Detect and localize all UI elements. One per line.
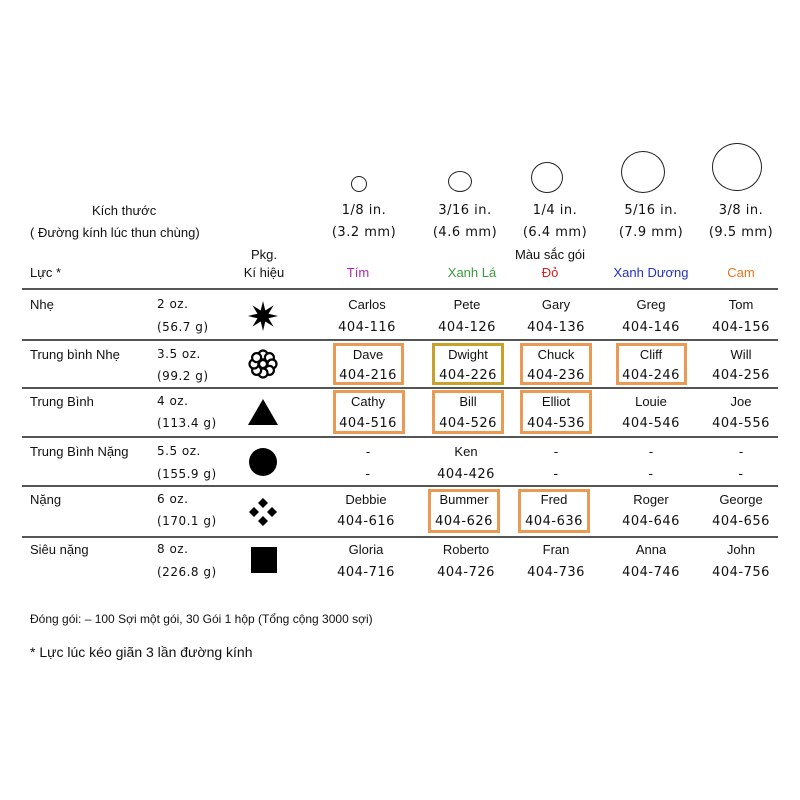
cell-name: - [738, 444, 744, 459]
cell-name: Elliot [541, 394, 571, 409]
cell-code: 404-226 [439, 368, 497, 383]
cell-name: - [365, 444, 371, 459]
cell-code: 404-636 [525, 514, 583, 529]
cell-name: Greg [636, 297, 666, 312]
cell-name: Bummer [439, 492, 489, 507]
cell-code: - [738, 467, 744, 482]
row-oz: 3.5 oz. [157, 347, 201, 361]
cell-name: John [726, 542, 756, 557]
row-grams: (56.7 g) [157, 320, 209, 334]
cell-code: 404-536 [527, 416, 585, 431]
size-mm: (4.6 mm) [432, 225, 498, 240]
cell-code: 404-246 [622, 368, 680, 383]
row-oz: 5.5 oz. [157, 444, 201, 458]
packaging-note: Đóng gói: – 100 Sợi một gói, 30 Gói 1 hộp (Tổng cộng 3000 sợi) [30, 612, 373, 626]
row-grams: (155.9 g) [157, 467, 217, 481]
size-inch: 3/16 in. [438, 203, 492, 218]
row-grams: (113.4 g) [157, 416, 217, 430]
color-group-label: Màu sắc gói [514, 247, 586, 262]
row-label: Trung bình Nhẹ [30, 347, 120, 362]
size-inch: 1/4 in. [532, 203, 578, 218]
cell-name: Gary [541, 297, 571, 312]
cell-code: 404-626 [435, 514, 493, 529]
color-name: Cam [727, 265, 755, 280]
cell-name: Chuck [537, 347, 575, 362]
cell-code: 404-526 [439, 416, 497, 431]
row-divider [22, 387, 778, 389]
row-label: Trung Bình [30, 394, 94, 409]
row-label: Nặng [30, 492, 62, 507]
row-grams: (226.8 g) [157, 565, 217, 579]
size-mm: (6.4 mm) [522, 225, 588, 240]
color-name: Đỏ [541, 265, 559, 280]
cell-code: 404-656 [712, 514, 770, 529]
cell-code: - [648, 467, 654, 482]
cell-code: 404-146 [622, 320, 680, 335]
size-circle-icon [351, 176, 367, 192]
cell-name: Dwight [448, 347, 488, 362]
cell-code: 404-256 [712, 368, 770, 383]
cell-name: Fred [540, 492, 568, 507]
row-divider [22, 339, 778, 341]
cell-name: Louie [635, 394, 667, 409]
pkg-label: Pkg. [250, 247, 278, 262]
cell-name: Roger [633, 492, 669, 507]
cell-code: 404-136 [527, 320, 585, 335]
cell-name: Cliff [639, 347, 663, 362]
color-name: Xanh Dương [613, 265, 689, 280]
cell-code: 404-236 [527, 368, 585, 383]
size-inch: 5/16 in. [624, 203, 678, 218]
cell-code: 404-126 [438, 320, 496, 335]
size-circle-icon [531, 162, 563, 193]
cell-code: 404-426 [437, 467, 495, 482]
cell-code: - [365, 467, 371, 482]
force-footnote: * Lực lúc kéo giãn 3 lần đường kính [30, 644, 253, 660]
cell-name: Dave [352, 347, 384, 362]
force-label: Lực * [30, 265, 62, 280]
cell-code: 404-726 [437, 565, 495, 580]
row-grams: (99.2 g) [157, 369, 209, 383]
row-oz: 4 oz. [157, 394, 189, 408]
row-label: Siêu nặng [30, 542, 89, 557]
cell-name: George [719, 492, 763, 507]
cell-code: 404-746 [622, 565, 680, 580]
cell-name: Pete [453, 297, 481, 312]
color-name: Xanh Lá [447, 265, 497, 280]
square-icon [251, 547, 277, 573]
row-divider [22, 288, 778, 290]
size-mm: (3.2 mm) [331, 225, 397, 240]
cell-code: 404-736 [527, 565, 585, 580]
cell-name: Fran [542, 542, 570, 557]
cell-name: Anna [635, 542, 667, 557]
row-grams: (170.1 g) [157, 514, 217, 528]
color-name: Tím [346, 265, 370, 280]
row-divider [22, 536, 778, 538]
row-divider [22, 436, 778, 438]
cell-code: 404-646 [622, 514, 680, 529]
cell-name: - [648, 444, 654, 459]
cell-code: 404-216 [339, 368, 397, 383]
cell-code: 404-616 [337, 514, 395, 529]
triangle-icon [247, 398, 279, 426]
cell-code: 404-116 [338, 320, 396, 335]
cell-code: 404-756 [712, 565, 770, 580]
diamond-cluster-icon [248, 497, 278, 527]
flower-icon [248, 349, 278, 379]
row-label: Nhẹ [30, 297, 54, 312]
size-circle-icon [712, 143, 762, 191]
cell-code: 404-516 [339, 416, 397, 431]
cell-name: Bill [459, 394, 477, 409]
row-oz: 2 oz. [157, 297, 189, 311]
cell-name: Carlos [348, 297, 386, 312]
size-mm: (7.9 mm) [618, 225, 684, 240]
cell-name: Ken [454, 444, 478, 459]
cell-name: Debbie [345, 492, 387, 507]
size-sublabel: ( Đường kính lúc thun chùng) [30, 225, 200, 240]
cell-name: - [553, 444, 559, 459]
cell-code: 404-556 [712, 416, 770, 431]
symbol-label: Kí hiệu [243, 265, 285, 280]
cell-code: 404-156 [712, 320, 770, 335]
size-circle-icon [448, 171, 472, 192]
circle-icon [248, 447, 278, 477]
cell-name: Cathy [351, 394, 385, 409]
size-label: Kích thước [92, 203, 157, 218]
size-circle-icon [621, 151, 665, 193]
cell-name: Gloria [348, 542, 384, 557]
cell-code: 404-716 [337, 565, 395, 580]
cell-name: Joe [730, 394, 752, 409]
cell-name: Tom [728, 297, 754, 312]
row-oz: 6 oz. [157, 492, 189, 506]
size-mm: (9.5 mm) [708, 225, 774, 240]
row-label: Trung Bình Nặng [30, 444, 129, 459]
star-icon [247, 300, 279, 332]
row-divider [22, 485, 778, 487]
cell-name: Roberto [442, 542, 490, 557]
row-oz: 8 oz. [157, 542, 189, 556]
cell-code: - [553, 467, 559, 482]
cell-code: 404-546 [622, 416, 680, 431]
size-inch: 1/8 in. [341, 203, 387, 218]
size-inch: 3/8 in. [718, 203, 764, 218]
cell-name: Will [730, 347, 752, 362]
